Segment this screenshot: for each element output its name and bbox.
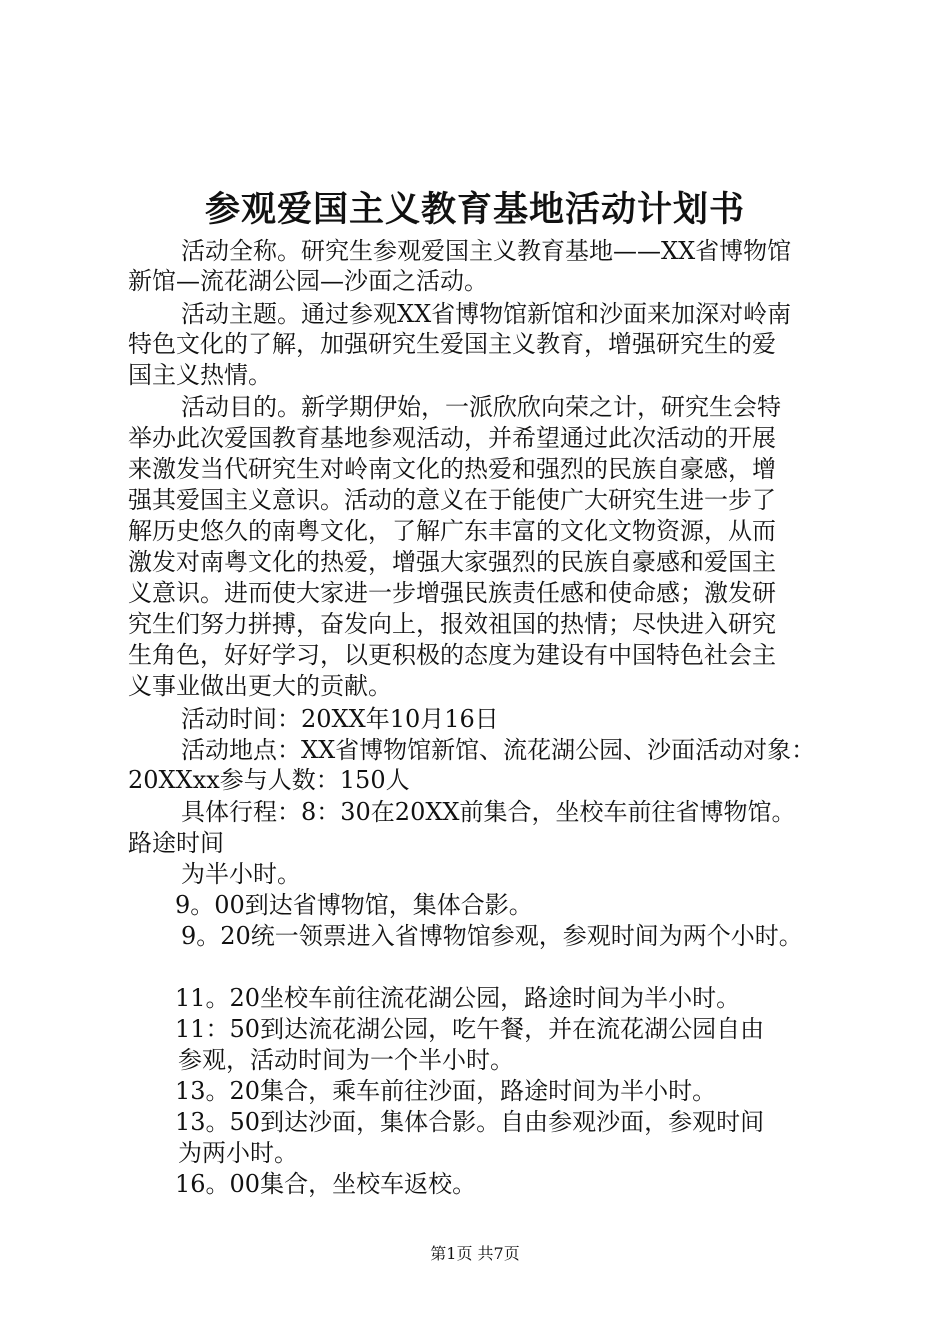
- text-line: 义意识。进而使大家进一步增强民族责任感和使命感；激发研: [128, 579, 776, 607]
- text-line: 活动全称。研究生参观爱国主义教育基地——XX省博物馆: [181, 237, 792, 265]
- text-line: 国主义热情。: [128, 361, 272, 389]
- text-line: 强其爱国主义意识。活动的意义在于能使广大研究生进一步了: [128, 486, 776, 514]
- text-line: 解历史悠久的南粤文化，了解广东丰富的文化文物资源，从而: [128, 517, 776, 545]
- text-line: 11。20坐校车前往流花湖公园，路途时间为半小时。: [175, 984, 741, 1012]
- page-footer: 第1页 共7页: [430, 1244, 520, 1263]
- document-title: 参观爱国主义教育基地活动计划书: [204, 189, 745, 230]
- text-line: 活动地点：XX省博物馆新馆、流花湖公园、沙面活动对象：: [181, 736, 816, 764]
- text-line: 13。50到达沙面，集体合影。自由参观沙面，参观时间: [175, 1108, 765, 1136]
- text-line: 13。20集合，乘车前往沙面，路途时间为半小时。: [175, 1077, 717, 1105]
- text-line: 激发对南粤文化的热爱，增强大家强烈的民族自豪感和爱国主: [128, 548, 776, 576]
- text-line: 来激发当代研究生对岭南文化的热爱和强烈的民族自豪感，增: [128, 455, 776, 483]
- text-line: 新馆—流花湖公园—沙面之活动。: [128, 267, 488, 295]
- text-line: 参观，活动时间为一个半小时。: [178, 1046, 514, 1074]
- text-line: 9。20统一领票进入省博物馆参观，参观时间为两个小时。: [181, 922, 803, 950]
- text-line: 特色文化的了解，加强研究生爱国主义教育，增强研究生的爱: [128, 330, 776, 358]
- text-line: 16。00集合，坐校车返校。: [175, 1170, 477, 1198]
- text-line: 9。00到达省博物馆，集体合影。: [175, 891, 533, 919]
- text-line: 活动主题。通过参观XX省博物馆新馆和沙面来加深对岭南: [181, 300, 792, 328]
- text-line: 究生们努力拼搏，奋发向上，报效祖国的热情；尽快进入研究: [128, 610, 776, 638]
- text-line: 生角色，好好学习，以更积极的态度为建设有中国特色社会主: [128, 641, 776, 669]
- text-line: 义事业做出更大的贡献。: [128, 672, 392, 700]
- text-line: 为半小时。: [181, 860, 301, 888]
- text-line: 具体行程：8：30在20XX前集合，坐校车前往省博物馆。: [181, 798, 796, 826]
- text-line: 20XXxx参与人数：150人: [128, 766, 410, 794]
- text-line: 活动时间：20XX年10月16日: [181, 705, 499, 733]
- text-line: 路途时间: [128, 829, 224, 857]
- text-line: 为两小时。: [178, 1139, 298, 1167]
- text-line: 举办此次爱国教育基地参观活动，并希望通过此次活动的开展: [128, 424, 776, 452]
- text-line: 活动目的。新学期伊始，一派欣欣向荣之计，研究生会特: [181, 393, 781, 421]
- text-line: 11：50到达流花湖公园，吃午餐，并在流花湖公园自由: [175, 1015, 765, 1043]
